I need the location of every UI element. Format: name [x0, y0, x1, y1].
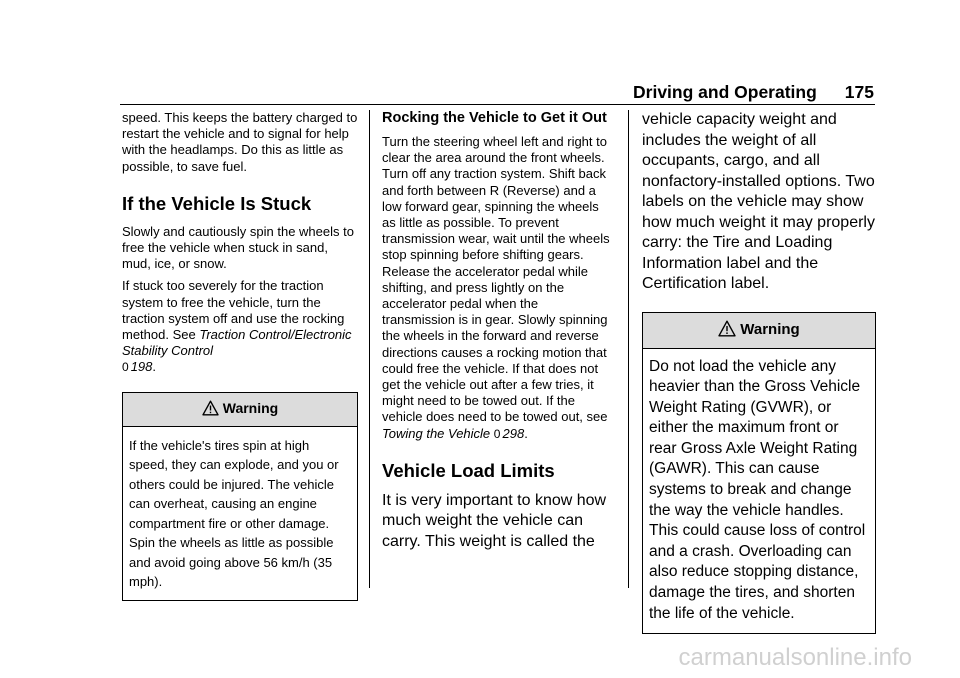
warning-triangle-icon	[202, 400, 219, 419]
warning-text: Do not load the vehicle any heavier than the Gross Vehicle Weight Rating (GVWR), or either the maximum front or rear Gross Axle Weight Rating (GAWR). This can cause systems to break and change the way the vehicle handles. This could cause loss of control and a crash. Overloading can also reduce stopping distance, damage the tires, and shorten the life of the vehicle.	[649, 357, 866, 622]
warning-triangle-icon	[718, 320, 736, 341]
stuck-paragraph-2-text: If stuck too severely for the traction system to free the vehicle, turn the traction system off and use the rocking method. See	[122, 278, 345, 343]
column-2	[382, 110, 614, 552]
warning-header	[643, 313, 875, 349]
running-header	[633, 82, 874, 103]
watermark: carmanualsonline.info	[678, 644, 912, 671]
header-rule	[120, 104, 875, 105]
traction-control-link-text: Traction Control/Electronic Stability Control	[122, 327, 352, 359]
sentence-end: .	[152, 359, 157, 375]
warning-header	[123, 393, 357, 427]
page-reference-symbol: 0	[122, 360, 129, 375]
rocking-heading: Rocking the Vehicle to Get it Out	[382, 110, 607, 126]
warning-title: Warning	[740, 320, 800, 338]
sentence-end: .	[524, 425, 528, 441]
section-title: Driving and Operating	[633, 82, 817, 102]
page-reference-symbol: 0	[493, 426, 501, 441]
towing-link[interactable]	[382, 426, 524, 441]
warning-box-spin	[122, 392, 358, 601]
stuck-paragraph-2	[122, 278, 358, 375]
warning-title: Warning	[222, 399, 279, 416]
capacity-paragraph: vehicle capacity weight and includes the weight of all occupants, cargo, and all nonfactory-installed options. Two labels on the vehicle may show how much weight it may properly carry: the Tire and Loading Information label and the Certification label.	[642, 111, 875, 292]
rocking-paragraph	[382, 134, 614, 442]
rocking-paragraph-text: Turn the steering wheel left and right to clear the area around the front wheels. Turn off any traction system. Shift back and forth between R (Reverse) and a low forward gear, spinning the wheels as little as possible. To prevent transmission wear, wait until the wheels stop spinning before shifting gears. Release the accelerator pedal while shifting, and press lightly on the accelerator pedal when the transmission is in gear. Slowly spinning the wheels in the forward and reverse directions causes a rocking motion that could free the vehicle. If that does not get the vehicle out after a few tries, it might need to be towed out. If the vehicle does need to be towed out, see	[382, 134, 610, 425]
column-1	[122, 110, 358, 601]
stuck-heading: If the Vehicle Is Stuck	[122, 192, 312, 214]
warning-box-load	[642, 312, 876, 635]
towing-link-text: Towing the Vehicle	[382, 425, 491, 441]
column-divider-2	[628, 110, 629, 588]
page-number: 175	[844, 82, 874, 102]
load-limits-heading: Vehicle Load Limits	[382, 459, 555, 481]
towing-page: 298	[502, 425, 525, 441]
warning-text: If the vehicle's tires spin at high speed, they can explode, and you or others could be injured. The vehicle can overheat, causing an engine compartment fire or other damage. Spin the wheels as little as possible and avoid going above 56 km/h (35 mph).	[129, 437, 339, 590]
stuck-paragraph-1: Slowly and cautiously spin the wheels to free the vehicle when stuck in sand, mud, ice, or snow.	[122, 223, 354, 272]
load-limits-paragraph: It is very important to know how much weight the vehicle can carry. This weight is called the	[382, 491, 607, 550]
intro-paragraph: speed. This keeps the battery charged to restart the vehicle and to signal for help with the headlamps. Do this as little as possible, to save fuel.	[122, 110, 358, 174]
column-3	[642, 110, 876, 634]
column-divider-1	[369, 110, 370, 588]
traction-control-page: 198	[130, 359, 153, 375]
